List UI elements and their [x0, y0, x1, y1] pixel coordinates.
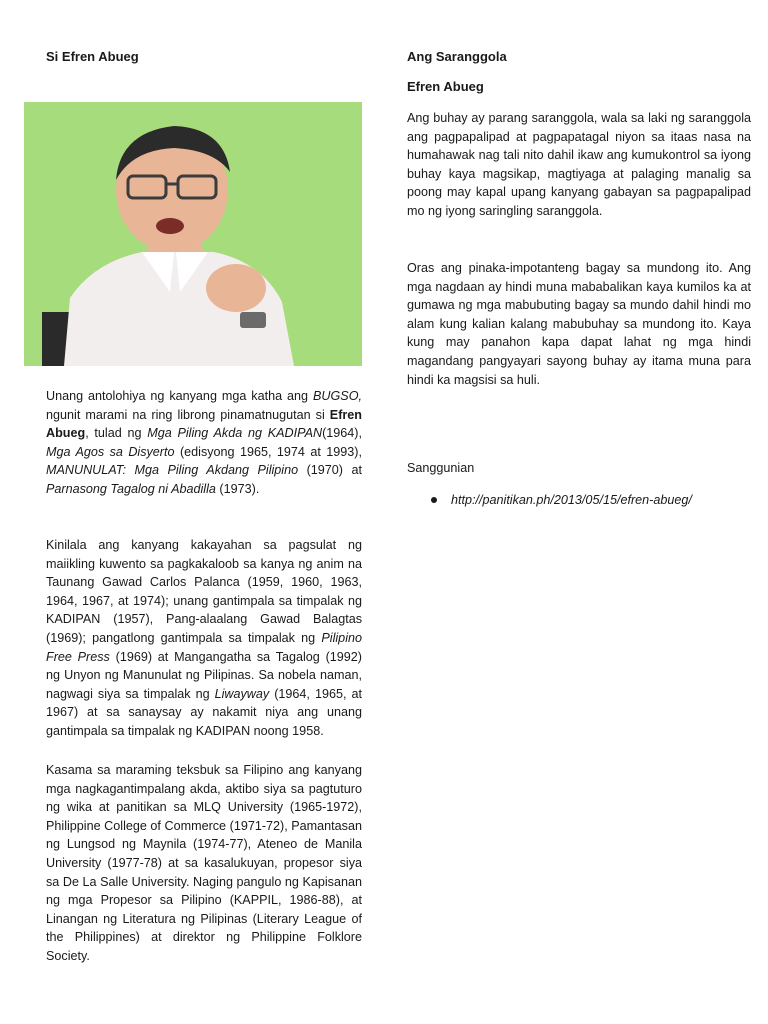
publication-title: Pilipino Free Press — [46, 630, 362, 664]
book-title: Mga Agos sa Disyerto — [46, 444, 175, 459]
publication-title: Liwayway — [214, 686, 270, 701]
left-heading: Si Efren Abueg — [46, 49, 139, 64]
text-run: ngunit marami na ring librong pinamatnugutan si — [46, 407, 330, 422]
author-name: Efren Abueg — [46, 407, 362, 441]
text-run: , tulad ng — [85, 426, 148, 441]
bio-paragraph-2 — [46, 536, 362, 741]
book-title: Parnasong Tagalog ni Abadilla — [46, 481, 216, 496]
text-run: (1969) at Mangangatha sa Tagalog (1992) ng Unyon ng Manunulat ng Pilipinas. Sa nobela naman, nagwagi siya sa timpalak ng — [46, 649, 362, 701]
bio-paragraph-3: Kasama sa maraming teksbuk sa Filipino ang kanyang mga nagkagantimpalang akda, aktibo siya sa pagtuturo ng wika at panitikan sa MLQ University (1965-1972), Philippine College of Commerce (1971-72), Pamantasan ng Lungsod ng Maynila (1974-77), Ateneo de Manila University (1977-78) at sa kasalukuyan, propesor siya sa De La Salle University. Naging pangulo ng Kapisanan ng mga Propesor sa Pilipino (KAPPIL, 1986-88), at Linangan ng Literatura ng Pilipinas (Literary League of the Philippines) at direktor ng Philippine Folklore Society. — [46, 763, 362, 963]
book-title: MANUNULAT: Mga Piling Akdang Pilipino — [46, 463, 299, 478]
text-run: Unang antolohiya ng kanyang mga katha ang — [46, 389, 313, 403]
book-title: Mga Piling Akda ng KADIPAN — [147, 426, 323, 441]
bio-paragraph-1 — [46, 387, 362, 499]
text-run: Kinilala ang kanyang kakayahan sa pagsulat ng maiikling kuwento sa pagkakaloob sa kanya ng anim na Taunang Gawad Carlos Palanca (1959, 1960, 1963, 1964, 1967, at 1974); unang gantimpala sa timpalak ng KADIPAN (1957), Pang-alaalang Gawad Balagtas (1969); pangatlong gantimpala sa timpalak ng — [46, 538, 362, 645]
reference-link[interactable]: http://panitikan.ph/2013/05/15/efren-abueg/ — [451, 493, 692, 507]
text-run: (1970) at — [298, 463, 362, 478]
reference-item — [431, 491, 692, 509]
references-heading: Sanggunian — [407, 461, 475, 475]
text-run: (1973). — [215, 481, 260, 496]
text-run: (edisyong 1965, 1974 at 1993), — [174, 444, 362, 459]
bullet-icon — [431, 497, 437, 503]
text-run: (1964, 1965, at 1967) at sa sanaysay ay nakamit niya ang unang gantimpala sa timpalak ng KADIPAN noong 1958. — [46, 686, 362, 738]
poem-author: Efren Abueg — [407, 79, 484, 94]
author-photo — [24, 102, 362, 366]
text-run: (1964), — [322, 426, 362, 441]
essay-paragraph-1: Ang buhay ay parang saranggola, wala sa laki ng saranggola ang pagpapalipad at pagpapatagal niyon sa itaas nasa na humahawak nag tali nito dahil ikaw ang kumukontrol sa iyong buhay kaya magsikap, magtiyaga at palaging manalig sa poong may kapal upang kanyang gabayan sa pagpapalipad mo ng iyong saringling saranggola. — [407, 111, 751, 218]
book-title: BUGSO, — [313, 389, 362, 403]
essay-paragraph-2: Oras ang pinaka-impotanteng bagay sa mundong ito. Ang mga nagdaan ay hindi muna mababalikan kaya kumilos ka at gumawa ng mga mabubuting bagay sa mundo dahil hindi mo alam kung kalian kalang mabubuhay sa mundong ito. Kaya kung may panahon kapa dapat lahat ng mga hindi magandang pangyayari sayong buhay ay itama muna para hindi ka magsisi sa huli. — [407, 261, 751, 387]
poem-title: Ang Saranggola — [407, 49, 507, 64]
